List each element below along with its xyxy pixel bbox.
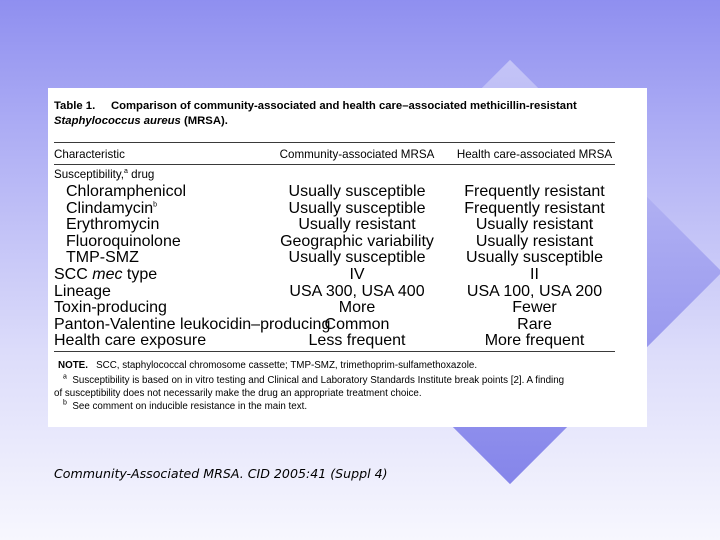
health-care-value: Usually resistant [475,232,594,250]
health-care-value: Usually resistant [475,216,594,234]
header-health-care-associated: Health care-associated MRSA [456,148,613,161]
characteristic-label: Clindamycin [66,199,154,217]
characteristic-label: Lineage [54,282,111,300]
section-suffix: drug [127,168,155,181]
row-characteristic [54,199,158,217]
row-characteristic [54,232,181,250]
note-label: NOTE. [58,360,88,371]
row-characteristic [54,301,167,315]
health-care-value: USA 100, USA 200 [466,282,603,300]
community-value: IV [349,266,365,283]
characteristic-tail: type [122,266,158,283]
community-value: Usually susceptible [288,199,426,217]
characteristic-italic: mec [92,266,123,283]
section-susceptibility [54,168,154,182]
row-characteristic [54,218,159,232]
characteristic-label: Chloramphenicol [66,183,187,200]
table-note [58,360,477,372]
section-sup: a [124,168,128,176]
caption-text: Comparison of community-associated and health care–associated methicillin-resistant [110,100,577,112]
health-care-value: Frequently resistant [464,199,605,217]
health-care-value: Fewer [512,299,557,317]
footnote-a [63,375,564,387]
table-top-rule [54,142,615,143]
header-characteristic: Characteristic [54,148,125,161]
header-community-associated: Community-associated MRSA [279,148,435,161]
footnote-a-continued: of susceptibility does not necessarily make the drug an appropriate treatment choice. [54,388,422,399]
health-care-value: More frequent [484,332,585,350]
characteristic-label: Fluoroquinolone [66,232,181,250]
health-care-value: Rare [517,315,552,333]
table-bottom-rule [54,351,615,352]
table-caption [54,99,624,129]
table-header-rule [54,164,615,165]
footnote-a-mark: a [63,373,67,381]
community-value: Usually susceptible [288,183,426,200]
citation-text: Community-Associated MRSA. CID 2005:41 (Suppl 4) [54,466,388,481]
health-care-value: II [530,266,539,283]
characteristic-label: SCC [54,266,88,283]
health-care-value: Usually susceptible [466,249,603,267]
characteristic-label: Toxin-producing [54,299,167,317]
footnote-a-line1: Susceptibility is based on in vitro testing and Clinical and Laboratory Standards Institute break points [2]. A finding [72,375,565,386]
caption-italic: Staphylococcus aureus [54,115,181,127]
community-value: Usually susceptible [288,249,426,267]
caption-label: Table 1. [54,100,96,112]
community-value: Common [324,315,390,333]
community-value: Usually resistant [298,216,416,234]
caption-suffix: (MRSA). [183,115,228,127]
row-characteristic [54,282,111,300]
row-characteristic [54,251,139,265]
community-value: Less frequent [308,332,406,350]
community-value: USA 300, USA 400 [289,282,425,300]
footnote-b-mark: b [63,399,67,407]
characteristic-sup: b [153,201,158,209]
characteristic-label: Health care exposure [54,332,207,350]
section-label: Susceptibility, [54,168,125,181]
community-value: More [338,299,376,317]
characteristic-label: Erythromycin [66,216,160,234]
characteristic-label: TMP-SMZ [66,249,139,267]
characteristic-label: Panton-Valentine leukocidin–producing [54,315,331,333]
row-characteristic [54,185,186,199]
footnote-b [63,401,307,413]
note-text: SCC, staphylococcal chromosome cassette; TMP-SMZ, trimethoprim-sulfamethoxazole. [96,360,478,371]
footnote-b-text: See comment on inducible resistance in the main text. [72,401,308,412]
row-characteristic [54,268,157,282]
row-characteristic [54,334,206,348]
community-value: Geographic variability [280,232,434,250]
health-care-value: Frequently resistant [464,183,605,200]
